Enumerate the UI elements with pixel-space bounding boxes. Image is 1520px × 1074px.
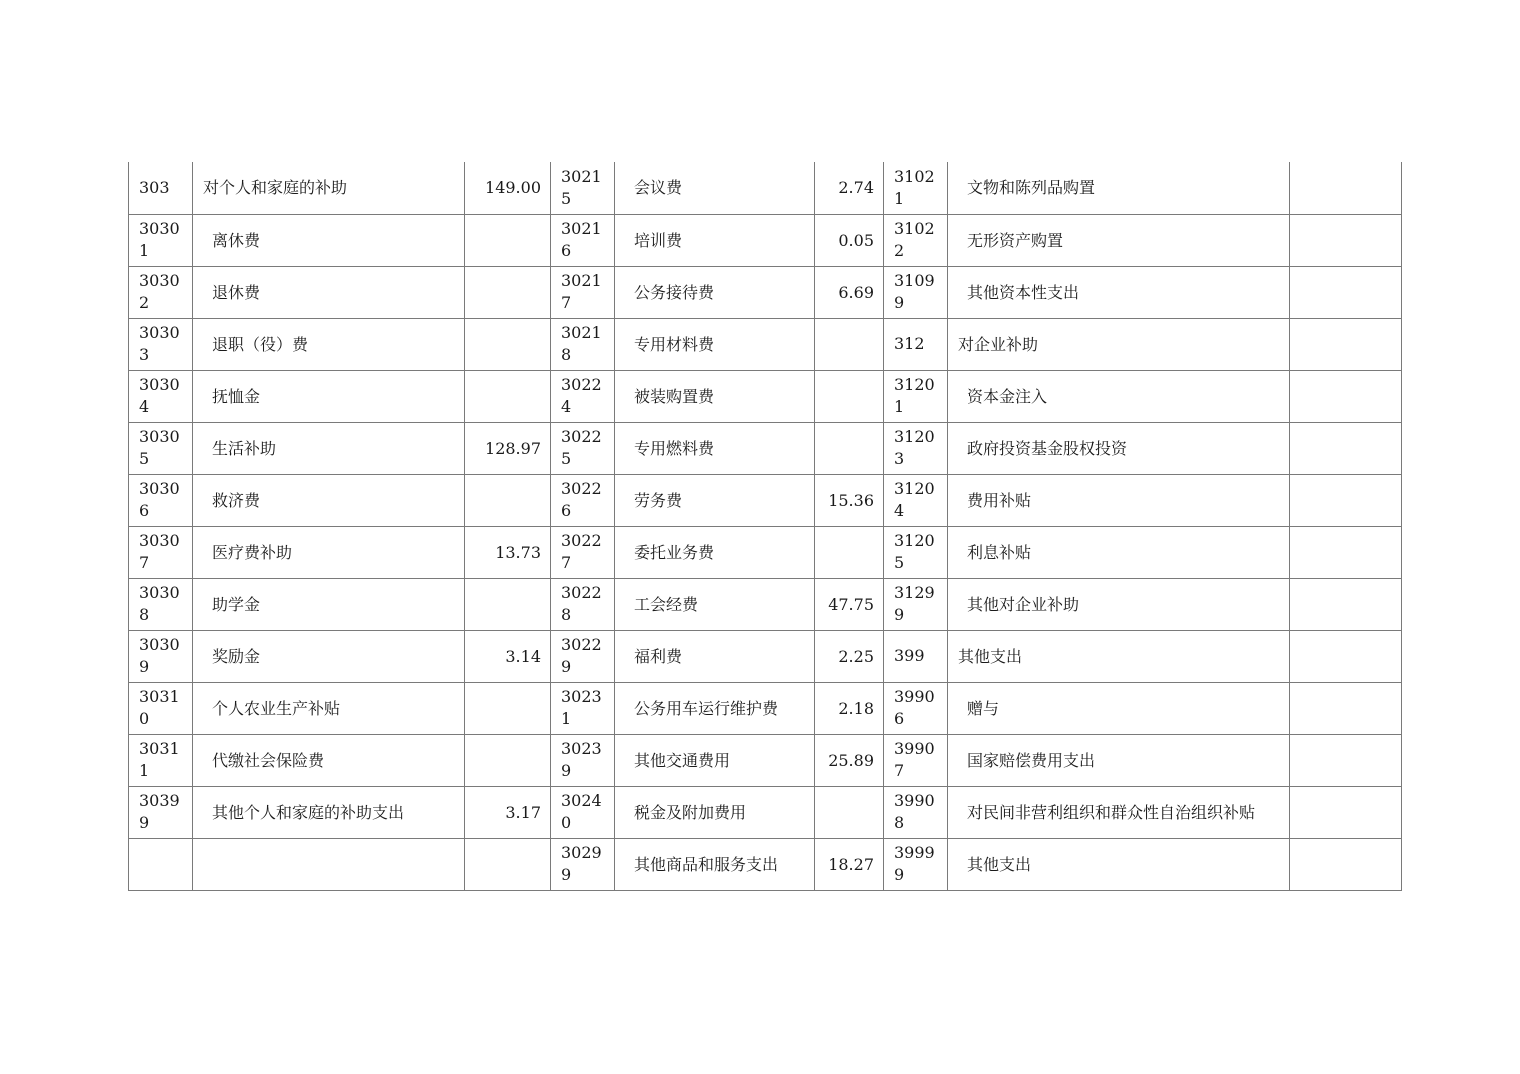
subject-code: 30218 (561, 323, 602, 364)
subject-name: 抚恤金 (193, 370, 465, 422)
table-row (129, 422, 1402, 474)
subject-code-cell (884, 422, 948, 474)
subject-name: 会议费 (615, 162, 815, 214)
amount (1290, 162, 1402, 214)
subject-name: 退职（役）费 (193, 318, 465, 370)
amount (1290, 266, 1402, 318)
subject-code: 30227 (561, 531, 602, 572)
subject-name: 助学金 (193, 578, 465, 630)
amount (815, 786, 884, 838)
subject-code-cell (129, 526, 193, 578)
subject-code-cell (129, 370, 193, 422)
subject-name: 奖励金 (193, 630, 465, 682)
amount: 6.69 (815, 266, 884, 318)
subject-code: 31099 (894, 271, 935, 312)
subject-code: 30216 (561, 219, 602, 260)
subject-code: 312 (894, 334, 925, 353)
subject-code: 30399 (139, 791, 180, 832)
subject-name: 政府投资基金股权投资 (948, 422, 1290, 474)
subject-code: 30299 (561, 843, 602, 884)
subject-code-cell (884, 266, 948, 318)
subject-code: 30226 (561, 479, 602, 520)
subject-code: 30308 (139, 583, 180, 624)
subject-code-cell (884, 370, 948, 422)
amount: 3.17 (465, 786, 551, 838)
subject-code: 30306 (139, 479, 180, 520)
subject-name: 其他支出 (948, 630, 1290, 682)
subject-code: 39908 (894, 791, 935, 832)
amount: 25.89 (815, 734, 884, 786)
subject-name: 其他资本性支出 (948, 266, 1290, 318)
subject-name: 其他支出 (948, 838, 1290, 890)
subject-name: 救济费 (193, 474, 465, 526)
expenditure-table (128, 162, 1402, 891)
amount (1290, 838, 1402, 890)
subject-name: 公务接待费 (615, 266, 815, 318)
subject-code: 30231 (561, 687, 602, 728)
amount (465, 578, 551, 630)
subject-code-cell (551, 474, 615, 526)
amount (1290, 526, 1402, 578)
subject-code: 30303 (139, 323, 180, 364)
subject-name: 个人农业生产补贴 (193, 682, 465, 734)
subject-code-cell (129, 422, 193, 474)
subject-name: 离休费 (193, 214, 465, 266)
subject-code: 30240 (561, 791, 602, 832)
subject-code: 39907 (894, 739, 935, 780)
subject-name: 专用材料费 (615, 318, 815, 370)
subject-name: 退休费 (193, 266, 465, 318)
amount (465, 474, 551, 526)
subject-code-cell (129, 838, 193, 890)
subject-code: 30228 (561, 583, 602, 624)
subject-code-cell (129, 578, 193, 630)
subject-code-cell (129, 630, 193, 682)
subject-name: 委托业务费 (615, 526, 815, 578)
subject-code: 30311 (139, 739, 180, 780)
amount: 2.18 (815, 682, 884, 734)
table-row (129, 162, 1402, 214)
subject-name: 国家赔偿费用支出 (948, 734, 1290, 786)
amount: 2.25 (815, 630, 884, 682)
subject-code-cell (884, 162, 948, 214)
subject-code-cell (551, 422, 615, 474)
subject-code: 30301 (139, 219, 180, 260)
subject-name: 生活补助 (193, 422, 465, 474)
table-row (129, 474, 1402, 526)
subject-code-cell (129, 266, 193, 318)
subject-code-cell (884, 734, 948, 786)
subject-name: 费用补贴 (948, 474, 1290, 526)
subject-code: 30229 (561, 635, 602, 676)
subject-code-cell (551, 734, 615, 786)
amount: 128.97 (465, 422, 551, 474)
subject-code: 31203 (894, 427, 935, 468)
subject-code-cell (884, 786, 948, 838)
amount (465, 318, 551, 370)
subject-name: 福利费 (615, 630, 815, 682)
amount (465, 214, 551, 266)
subject-code-cell (551, 578, 615, 630)
subject-name: 对企业补助 (948, 318, 1290, 370)
amount (1290, 734, 1402, 786)
amount (1290, 786, 1402, 838)
subject-code: 30224 (561, 375, 602, 416)
amount (1290, 214, 1402, 266)
subject-code-cell (551, 630, 615, 682)
amount (815, 526, 884, 578)
subject-code-cell (129, 682, 193, 734)
subject-name: 税金及附加费用 (615, 786, 815, 838)
amount (1290, 682, 1402, 734)
subject-code-cell (884, 578, 948, 630)
subject-code-cell (551, 214, 615, 266)
amount: 15.36 (815, 474, 884, 526)
amount (465, 838, 551, 890)
subject-code-cell (551, 838, 615, 890)
amount: 149.00 (465, 162, 551, 214)
subject-code: 30215 (561, 166, 602, 208)
amount: 47.75 (815, 578, 884, 630)
subject-name: 劳务费 (615, 474, 815, 526)
amount (1290, 474, 1402, 526)
subject-name: 被装购置费 (615, 370, 815, 422)
subject-code: 399 (894, 646, 925, 665)
subject-code: 30304 (139, 375, 180, 416)
subject-code-cell (551, 786, 615, 838)
subject-code-cell (884, 838, 948, 890)
subject-code: 31204 (894, 479, 935, 520)
subject-code-cell (129, 734, 193, 786)
subject-code-cell (551, 370, 615, 422)
amount: 0.05 (815, 214, 884, 266)
subject-code: 30302 (139, 271, 180, 312)
subject-code: 31021 (894, 166, 935, 208)
subject-code: 30309 (139, 635, 180, 676)
subject-code: 31022 (894, 219, 935, 260)
subject-code: 303 (139, 177, 170, 197)
amount (465, 734, 551, 786)
amount: 2.74 (815, 162, 884, 214)
subject-code-cell (551, 162, 615, 214)
subject-name: 代缴社会保险费 (193, 734, 465, 786)
subject-name: 资本金注入 (948, 370, 1290, 422)
subject-code: 30217 (561, 271, 602, 312)
subject-code-cell (884, 682, 948, 734)
table-row (129, 734, 1402, 786)
table-row (129, 526, 1402, 578)
subject-name (193, 838, 465, 890)
amount (815, 318, 884, 370)
amount: 3.14 (465, 630, 551, 682)
table-row (129, 630, 1402, 682)
amount: 13.73 (465, 526, 551, 578)
subject-name: 无形资产购置 (948, 214, 1290, 266)
subject-code-cell (884, 214, 948, 266)
table-row (129, 370, 1402, 422)
table-row (129, 838, 1402, 890)
subject-code: 30305 (139, 427, 180, 468)
subject-code: 31201 (894, 375, 935, 416)
subject-code-cell (129, 786, 193, 838)
amount (465, 266, 551, 318)
amount (1290, 370, 1402, 422)
subject-name: 其他商品和服务支出 (615, 838, 815, 890)
amount (1290, 630, 1402, 682)
amount (1290, 578, 1402, 630)
subject-code-cell (551, 266, 615, 318)
subject-code: 39906 (894, 687, 935, 728)
subject-code: 39999 (894, 843, 935, 884)
subject-code-cell (551, 318, 615, 370)
table-row (129, 786, 1402, 838)
subject-name: 利息补贴 (948, 526, 1290, 578)
subject-code: 31299 (894, 583, 935, 624)
amount (815, 370, 884, 422)
subject-name: 工会经费 (615, 578, 815, 630)
subject-name: 赠与 (948, 682, 1290, 734)
subject-name: 培训费 (615, 214, 815, 266)
subject-name: 专用燃料费 (615, 422, 815, 474)
amount (1290, 318, 1402, 370)
subject-code-cell (884, 630, 948, 682)
subject-code: 30310 (139, 687, 180, 728)
amount (815, 422, 884, 474)
subject-name: 医疗费补助 (193, 526, 465, 578)
amount (1290, 422, 1402, 474)
subject-code-cell (884, 474, 948, 526)
table-row (129, 578, 1402, 630)
table-row (129, 682, 1402, 734)
subject-code-cell (551, 682, 615, 734)
subject-name: 其他对企业补助 (948, 578, 1290, 630)
subject-code-cell (129, 318, 193, 370)
subject-code: 30225 (561, 427, 602, 468)
subject-name: 对民间非营利组织和群众性自治组织补贴 (948, 786, 1290, 838)
subject-code-cell (884, 526, 948, 578)
subject-code: 30307 (139, 531, 180, 572)
amount: 18.27 (815, 838, 884, 890)
subject-code-cell (129, 162, 193, 214)
subject-name: 其他个人和家庭的补助支出 (193, 786, 465, 838)
subject-code-cell (129, 214, 193, 266)
table-row (129, 214, 1402, 266)
amount (465, 682, 551, 734)
table-row (129, 266, 1402, 318)
subject-code-cell (884, 318, 948, 370)
subject-code-cell (129, 474, 193, 526)
table-row (129, 318, 1402, 370)
subject-code-cell (551, 526, 615, 578)
table-body (129, 162, 1402, 890)
amount (465, 370, 551, 422)
subject-name: 公务用车运行维护费 (615, 682, 815, 734)
subject-name: 文物和陈列品购置 (948, 162, 1290, 214)
subject-code: 30239 (561, 739, 602, 780)
subject-name: 其他交通费用 (615, 734, 815, 786)
subject-name: 对个人和家庭的补助 (193, 162, 465, 214)
subject-code: 31205 (894, 531, 935, 572)
